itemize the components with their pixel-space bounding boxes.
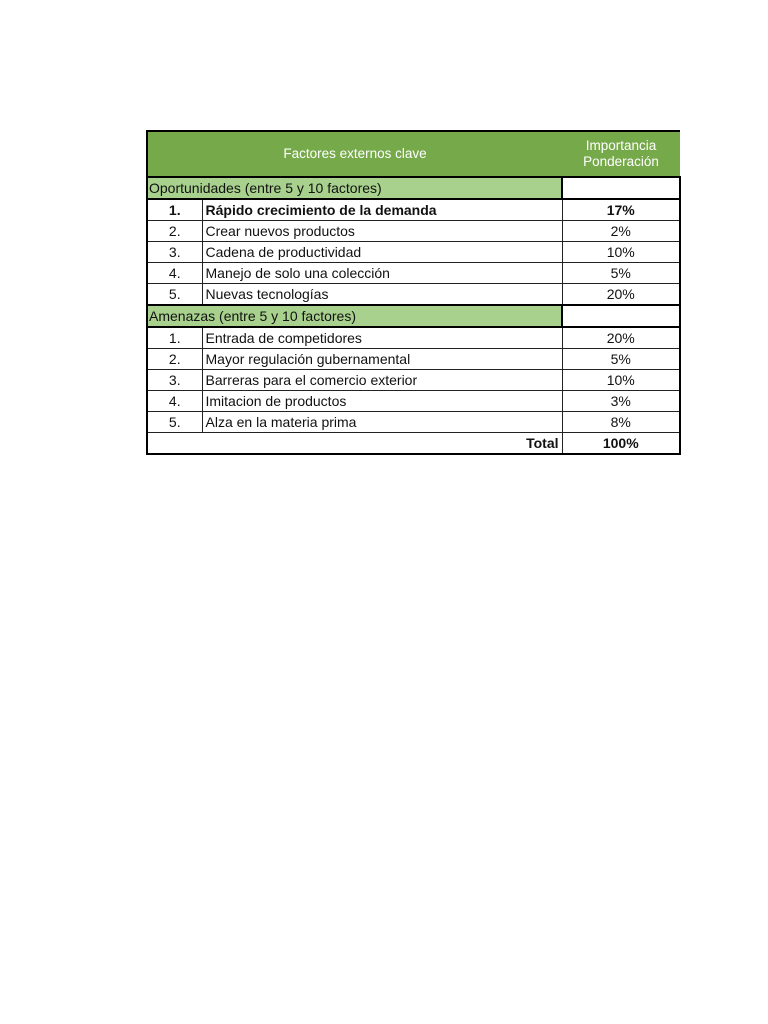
total-label: Total — [147, 433, 562, 455]
row-number: 2. — [147, 349, 202, 370]
section-label: Oportunidades (entre 5 y 10 factores) — [147, 177, 562, 199]
row-factor: Nuevas tecnologías — [202, 284, 562, 306]
table-row — [147, 412, 680, 433]
row-number: 4. — [147, 263, 202, 284]
row-weight: 3% — [562, 391, 680, 412]
header-factors: Factores externos clave — [147, 131, 562, 177]
table-row — [147, 221, 680, 242]
row-factor: Mayor regulación gubernamental — [202, 349, 562, 370]
table-row — [147, 391, 680, 412]
external-factors-table — [146, 130, 681, 455]
row-factor: Rápido crecimiento de la demanda — [202, 199, 562, 221]
row-number: 5. — [147, 284, 202, 306]
total-row — [147, 433, 680, 455]
row-weight: 2% — [562, 221, 680, 242]
row-number: 4. — [147, 391, 202, 412]
row-weight: 10% — [562, 370, 680, 391]
table-row — [147, 284, 680, 306]
row-weight: 20% — [562, 284, 680, 306]
table-row — [147, 370, 680, 391]
row-number: 3. — [147, 242, 202, 263]
header-importance-line2: Ponderación — [583, 154, 659, 169]
row-weight: 8% — [562, 412, 680, 433]
row-factor: Alza en la materia prima — [202, 412, 562, 433]
row-number: 2. — [147, 221, 202, 242]
row-weight: 17% — [562, 199, 680, 221]
header-importance — [562, 131, 680, 177]
header-importance-line1: Importancia — [585, 138, 657, 153]
table-row — [147, 327, 680, 349]
table-row — [147, 349, 680, 370]
table-row — [147, 199, 680, 221]
table-row — [147, 263, 680, 284]
row-weight: 5% — [562, 349, 680, 370]
row-number: 1. — [147, 327, 202, 349]
table-body — [147, 177, 680, 454]
row-weight: 10% — [562, 242, 680, 263]
row-factor: Barreras para el comercio exterior — [202, 370, 562, 391]
row-weight: 5% — [562, 263, 680, 284]
row-factor: Crear nuevos productos — [202, 221, 562, 242]
row-weight: 20% — [562, 327, 680, 349]
row-factor: Cadena de productividad — [202, 242, 562, 263]
row-number: 1. — [147, 199, 202, 221]
total-value: 100% — [562, 433, 680, 455]
section-threats — [147, 305, 680, 327]
section-blank — [562, 305, 680, 327]
row-factor: Entrada de competidores — [202, 327, 562, 349]
section-opportunities — [147, 177, 680, 199]
row-number: 3. — [147, 370, 202, 391]
row-number: 5. — [147, 412, 202, 433]
row-factor: Manejo de solo una colección — [202, 263, 562, 284]
table-row — [147, 242, 680, 263]
row-factor: Imitacion de productos — [202, 391, 562, 412]
header-row — [147, 131, 680, 177]
section-blank — [562, 177, 680, 199]
section-label: Amenazas (entre 5 y 10 factores) — [147, 305, 562, 327]
